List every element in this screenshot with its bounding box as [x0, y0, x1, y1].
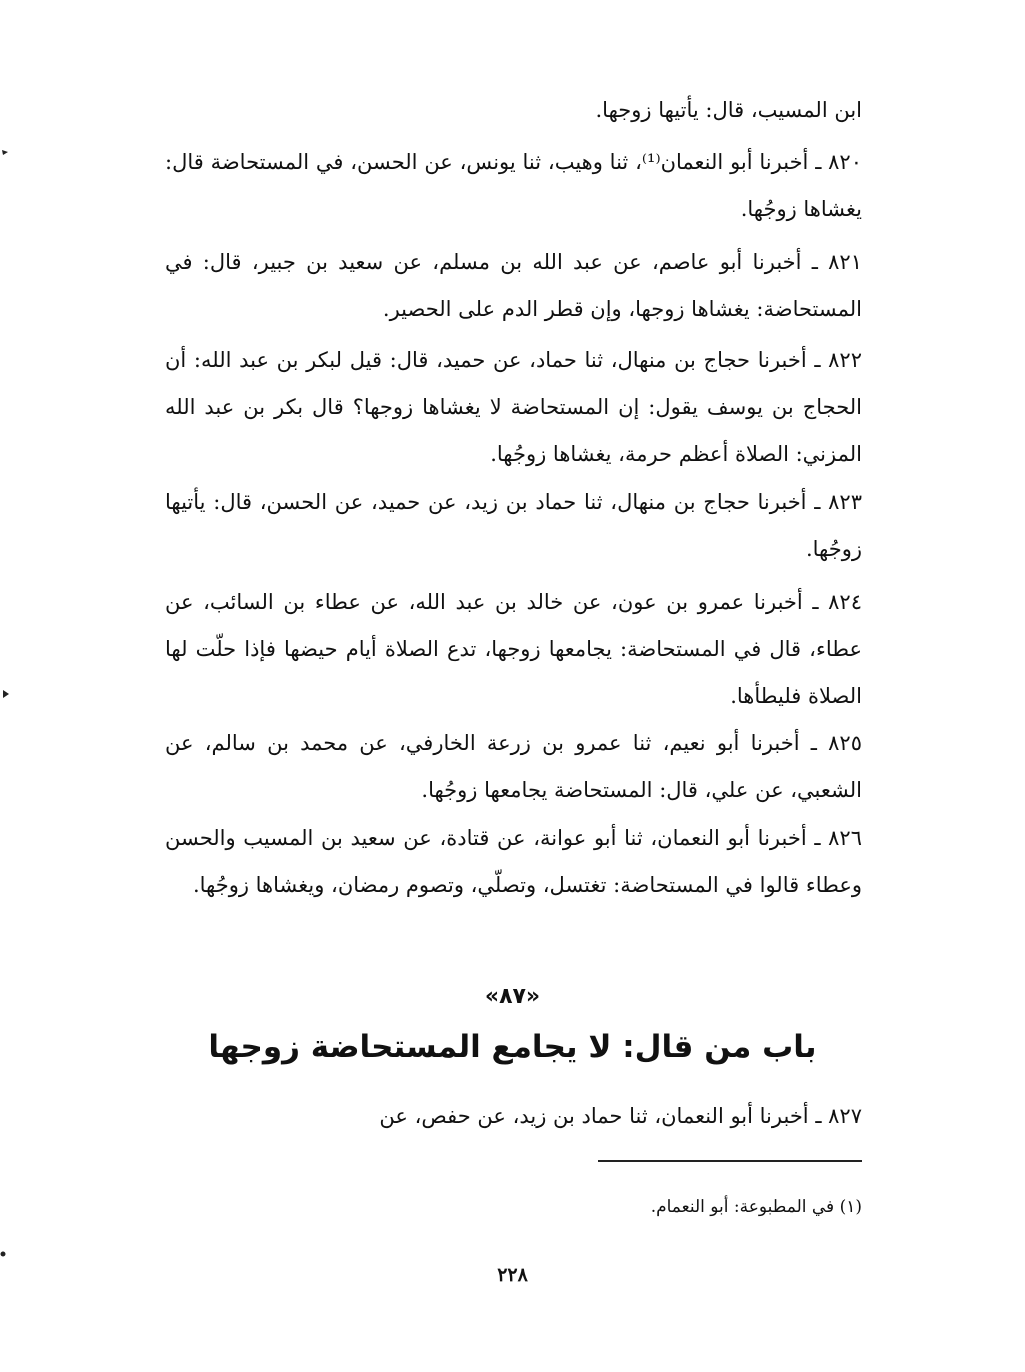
paragraph-text: ٨٢٥ ـ أخبرنا أبو نعيم، ثنا عمرو بن زرعة الخارفي، عن محمد بن سالم، عن الشعبي، عن علي، قال: المستحاضة يجامعها زوجُها.	[165, 731, 862, 802]
chapter-title: باب من قال: لا يجامع المستحاضة زوجها	[208, 1029, 817, 1065]
paragraph-text: ٨٢٣ ـ أخبرنا حجاج بن منهال، ثنا حماد بن زيد، عن حميد، عن الحسن، قال: يأتيها زوجُها.	[165, 490, 862, 561]
paragraph-continuation	[165, 87, 862, 134]
hadith-823	[165, 479, 862, 573]
paragraph-text: ٨٢٠ ـ أخبرنا أبو النعمان⁽¹⁾، ثنا وهيب، ثنا يونس، عن الحسن، في المستحاضة قال: يغشاها زوجُها.	[165, 150, 862, 221]
margin-speck	[0, 1250, 8, 1258]
paragraph-text: ٨٢٦ ـ أخبرنا أبو النعمان، ثنا أبو عوانة، عن قتادة، عن سعيد بن المسيب والحسن وعطاء قالوا في المستحاضة: تغتسل، وتصلّي، وتصوم رمضان، ويغشاها زوجُها.	[165, 826, 862, 897]
hadith-822	[165, 337, 862, 478]
paragraph-text: ٨٢٢ ـ أخبرنا حجاج بن منهال، ثنا حماد، عن حميد، قال: قيل لبكر بن عبد الله: أن الحجاج بن يوسف يقول: إن المستحاضة لا يغشاها زوجها؟ قال بكر بن عبد الله المزني: الصلاة أعظم حرمة، يغشاها زوجُها.	[165, 348, 862, 466]
hadith-824	[165, 579, 862, 720]
hadith-827	[165, 1093, 862, 1140]
hadith-821	[165, 239, 862, 333]
page-number: ٢٢٨	[497, 1264, 528, 1286]
margin-speck	[2, 148, 10, 156]
hadith-820	[165, 139, 862, 233]
paragraph-text: ابن المسيب، قال: يأتيها زوجها.	[595, 98, 862, 122]
margin-speck	[2, 690, 10, 698]
hadith-825	[165, 720, 862, 814]
footnote-divider	[598, 1160, 862, 1162]
paragraph-text: ٨٢٤ ـ أخبرنا عمرو بن عون، عن خالد بن عبد الله، عن عطاء بن السائب، عن عطاء، قال في المستحاضة: يجامعها زوجها، تدع الصلاة أيام حيضها فإذا حلّت لها الصلاة فليطأها.	[165, 590, 862, 708]
footnote: (١) في المطبوعة: أبو النعمام.	[650, 1197, 862, 1217]
hadith-826	[165, 815, 862, 909]
paragraph-text: ٨٢٧ ـ أخبرنا أبو النعمان، ثنا حماد بن زيد، عن حفص، عن	[379, 1104, 862, 1128]
chapter-number: «٨٧»	[484, 984, 541, 1009]
paragraph-text: ٨٢١ ـ أخبرنا أبو عاصم، عن عبد الله بن مسلم، عن سعيد بن جبير، قال: في المستحاضة: يغشاها زوجها، وإن قطر الدم على الحصير.	[165, 250, 862, 321]
